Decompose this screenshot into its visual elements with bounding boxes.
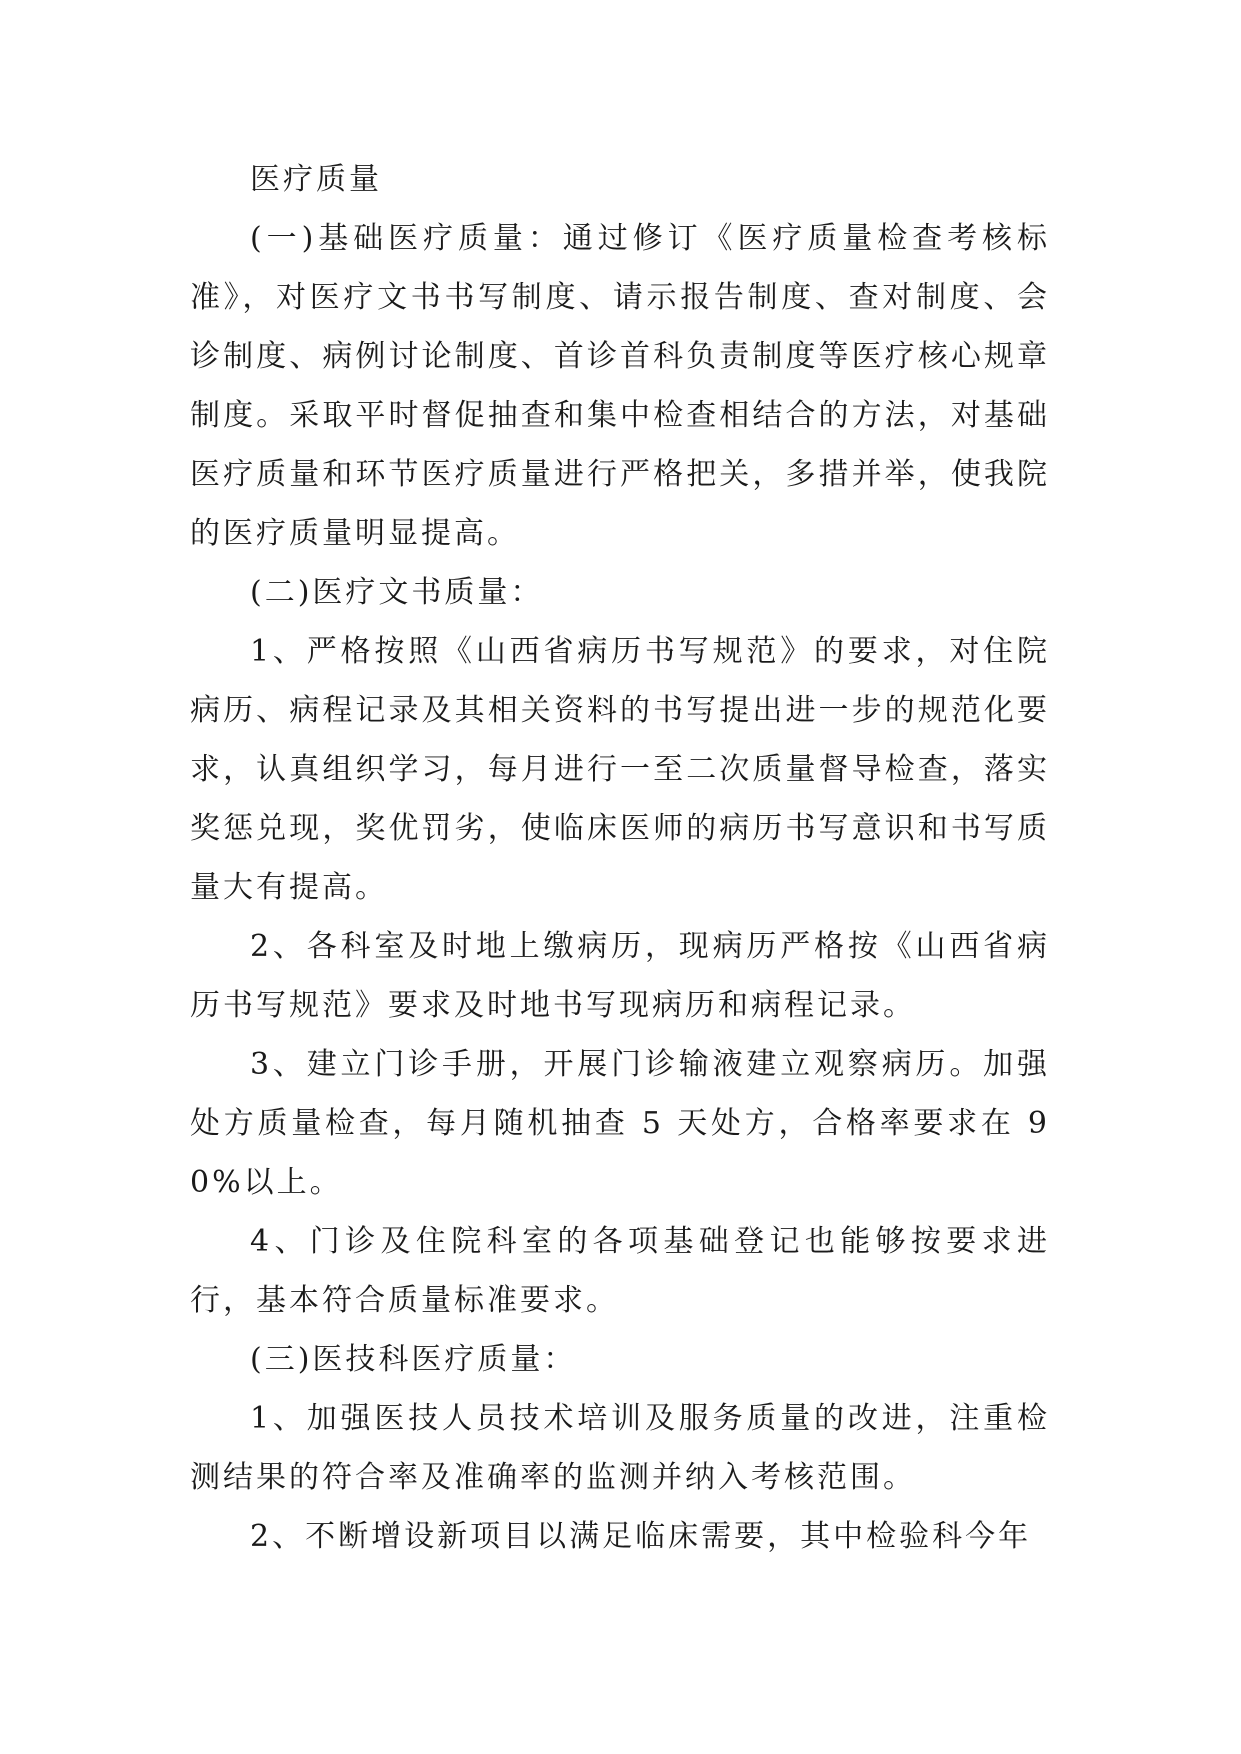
subheading-documents-quality: (二)医疗文书质量：: [250, 575, 544, 610]
paragraph-tech-item-1: 1、加强医技人员技术培训及服务质量的改进，注重检测结果的符合率及准确率的监测并纳入考核范围。: [190, 1401, 1050, 1495]
document-body: [190, 150, 1050, 1566]
paragraph-item-2: 2、各科室及时地上缴病历，现病历严格按《山西省病历书写规范》要求及时地书写现病历和病程记录。: [190, 929, 1050, 1023]
section-heading: 医疗质量: [250, 162, 382, 197]
paragraph-basic-quality: (一)基础医疗质量：通过修订《医疗质量检查考核标准》，对医疗文书书写制度、请示报告制度、查对制度、会诊制度、病例讨论制度、首诊首科负责制度等医疗核心规章制度。采取平时督促抽查和集中检查相结合的方法，对基础医疗质量和环节医疗质量进行严格把关，多措并举，使我院的医疗质量明显提高。: [190, 221, 1050, 551]
paragraph-item-3: 3、建立门诊手册，开展门诊输液建立观察病历。加强处方质量检查，每月随机抽查 5 天处方，合格率要求在 90%以上。: [190, 1047, 1050, 1200]
subheading-technical-quality: (三)医技科医疗质量：: [250, 1342, 577, 1377]
paragraph-tech-item-2: 2、不断增设新项目以满足临床需要，其中检验科今年: [250, 1519, 1032, 1554]
paragraph-item-1: 1、严格按照《山西省病历书写规范》的要求，对住院病历、病程记录及其相关资料的书写提出进一步的规范化要求，认真组织学习，每月进行一至二次质量督导检查，落实奖惩兑现，奖优罚劣，使临床医师的病历书写意识和书写质量大有提高。: [190, 634, 1050, 905]
paragraph-item-4: 4、门诊及住院科室的各项基础登记也能够按要求进行，基本符合质量标准要求。: [190, 1224, 1050, 1318]
